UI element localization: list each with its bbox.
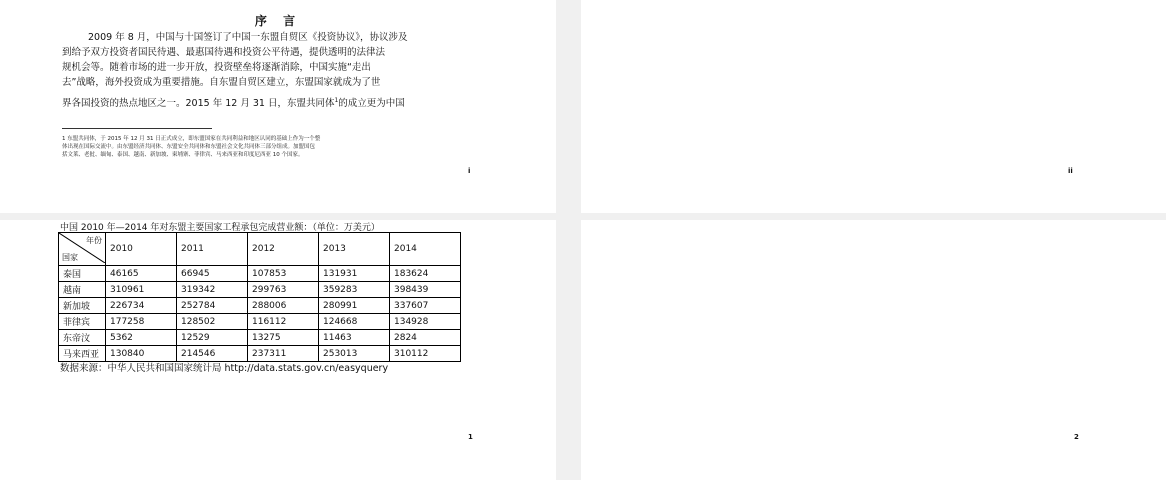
page-2: [581, 0, 1166, 213]
table-corner-cell: [59, 233, 106, 266]
value-cell: 134928: [390, 314, 461, 330]
value-cell: 116112: [248, 314, 319, 330]
data-source: 数据来源：中华人民共和国国家统计局 http://data.stats.gov.cn/easyquery: [60, 363, 389, 374]
value-cell: 252784: [177, 298, 248, 314]
year-header: 2011: [177, 233, 248, 266]
country-cell: 越南: [59, 282, 106, 298]
country-cell: 菲律宾: [59, 314, 106, 330]
page-4: [581, 220, 1166, 480]
paragraph-line-5: [62, 98, 482, 109]
value-cell: 310961: [106, 282, 177, 298]
paragraph-line-5-text: 界各国投资的热点地区之一。2015 年 12 月 31 日，东盟共同体: [62, 98, 335, 110]
value-cell: 177258: [106, 314, 177, 330]
page-3: [0, 220, 556, 480]
value-cell: 398439: [390, 282, 461, 298]
value-cell: 130840: [106, 346, 177, 362]
year-header: 2014: [390, 233, 461, 266]
value-cell: 2824: [390, 330, 461, 346]
country-cell: 东帝汶: [59, 330, 106, 346]
page-number: 2: [1074, 433, 1079, 441]
country-cell: 新加坡: [59, 298, 106, 314]
year-header: 2013: [319, 233, 390, 266]
paragraph-line-1: 2009 年 8 月，中国与十国签订了中国一东盟自贸区《投资协议》，协议涉及: [88, 32, 408, 43]
value-cell: 66945: [177, 266, 248, 282]
page-number: 1: [468, 433, 473, 441]
value-cell: 288006: [248, 298, 319, 314]
year-header: 2010: [106, 233, 177, 266]
table-row: [59, 330, 461, 346]
paragraph-line-5-tail: 的成立更为中国: [338, 98, 405, 110]
footnote-line-2: 体出现在国际交流中。由东盟经济共同体、东盟安全共同体和东盟社会文化共同体三部分组成。加盟国包: [62, 144, 316, 150]
corner-year-label: 年份: [86, 236, 102, 245]
table-row: [59, 298, 461, 314]
value-cell: 253013: [319, 346, 390, 362]
corner-country-label: 国家: [62, 253, 78, 262]
country-cell: 泰国: [59, 266, 106, 282]
value-cell: 319342: [177, 282, 248, 298]
paragraph-line-3: 规机会等。随着市场的进一步开放，投资壁垒将逐渐消除，中国实施“走出: [62, 62, 371, 73]
footnote-marker: 1: [334, 97, 339, 104]
value-cell: 5362: [106, 330, 177, 346]
value-cell: 131931: [319, 266, 390, 282]
value-cell: 237311: [248, 346, 319, 362]
value-cell: 107853: [248, 266, 319, 282]
footnote-divider: [62, 128, 212, 129]
page-1: [0, 0, 556, 213]
page-number: i: [468, 167, 471, 175]
value-cell: 299763: [248, 282, 319, 298]
value-cell: 12529: [177, 330, 248, 346]
paragraph-line-4: 去”战略，海外投资成为重要措施。自东盟自贸区建立，东盟国家就成为了世: [62, 77, 381, 88]
preface-title: 序 言: [254, 14, 302, 28]
footnote-line-3: 括文莱、老挝、缅甸、泰国、越南、新加坡、柬埔寨、菲律宾、马来西亚和印度尼西亚 10 个国家。: [62, 152, 304, 158]
page-number: ii: [1068, 167, 1073, 175]
value-cell: 310112: [390, 346, 461, 362]
value-cell: 11463: [319, 330, 390, 346]
table-caption: 中国 2010 年—2014 年对东盟主要国家工程承包完成营业额：（单位：万美元）: [60, 223, 380, 233]
value-cell: 128502: [177, 314, 248, 330]
footnote-line-1: 1 东盟共同体，于 2015 年 12 月 31 日正式成立，即东盟国家在共同利益和地区认同的基础上作为一个整: [62, 136, 321, 142]
value-cell: 124668: [319, 314, 390, 330]
value-cell: 280991: [319, 298, 390, 314]
value-cell: 183624: [390, 266, 461, 282]
value-cell: 359283: [319, 282, 390, 298]
paragraph-line-2: 到给予双方投资者国民待遇、最惠国待遇和投资公平待遇，提供透明的法律法: [62, 47, 386, 58]
revenue-table: [58, 232, 461, 362]
table-row: [59, 266, 461, 282]
value-cell: 337607: [390, 298, 461, 314]
table-header-row: [59, 233, 461, 266]
value-cell: 13275: [248, 330, 319, 346]
table-row: [59, 314, 461, 330]
country-cell: 马来西亚: [59, 346, 106, 362]
value-cell: 214546: [177, 346, 248, 362]
value-cell: 46165: [106, 266, 177, 282]
value-cell: 226734: [106, 298, 177, 314]
table-row: [59, 282, 461, 298]
year-header: 2012: [248, 233, 319, 266]
